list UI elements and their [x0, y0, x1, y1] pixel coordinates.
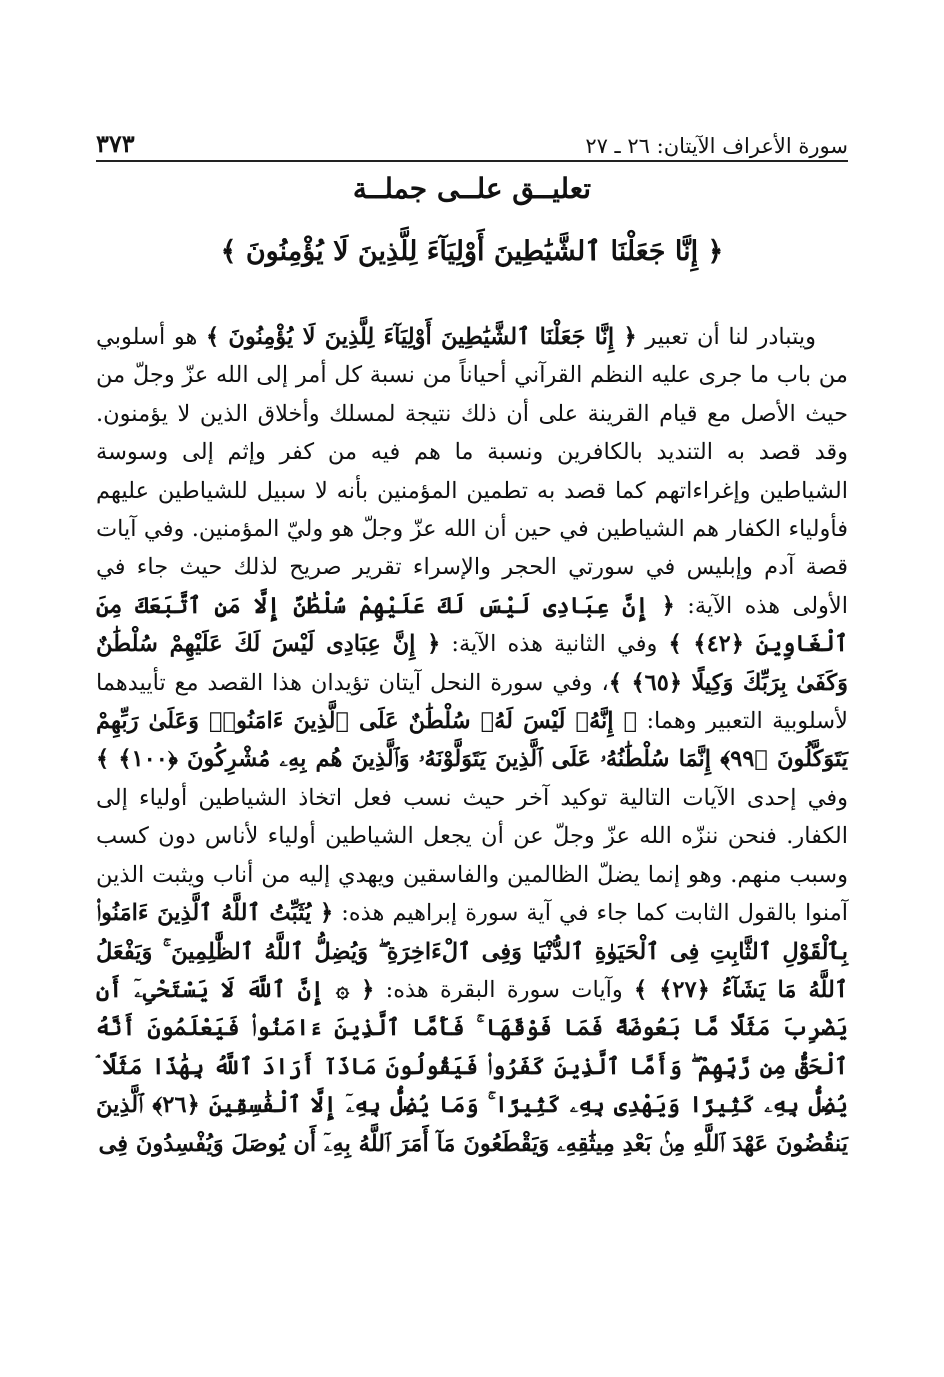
running-title: سورة الأعراف الآيتان: ٢٦ ـ ٢٧ [585, 134, 848, 158]
quran-quote: ﴿ إِنَّ عِبَادِى لَيْسَ لَكَ عَلَيْهِمْ سُلْطَٰنٌ إِلَّا مَنِ ٱتَّبَعَكَ مِنَ ٱلْغَاوِينَ ﴿٤٢﴾ ﴾ [96, 592, 849, 658]
body-text [96, 318, 848, 1163]
paragraph [96, 318, 848, 1163]
header-rule [96, 160, 848, 162]
page-number: ٣٧٣ [96, 129, 135, 158]
quran-quote: ﴿ إِنَّا جَعَلْنَا ٱلشَّيَٰطِينَ أَوْلِيَآءَ لِلَّذِينَ لَا يُؤْمِنُونَ ﴾ [205, 324, 637, 350]
section-heading: تعليــق علــى جملــة [352, 172, 592, 205]
text-run: هو أسلوبي من باب ما جرى عليه النظم القرآني أحياناً من نسبة كل أمر إلى الله عزّ وجلّ من حيث الأصل مع قيام القرينة على أن ذلك نتيجة لمسلك وأخلاق الذين لا يؤمنون. وقد قصد به التنديد بالكافرين ونسبة ما هم فيه من كفر وإثم إلى وسوسة الشياطين وإغراءاتهم كما قصد به تطمين المؤمنين بأنه لا سبيل للشياطين عليهم فأولياء الكفار هم الشياطين في حين أن الله عزّ وجلّ هو وليّ المؤمنين. وفي آيات قصة آدم وإبليس في سورتي الحجر والإسراء تقرير صريح لذلك حيث جاء في الأولى هذه الآية: [96, 324, 849, 619]
text-run: ويتبادر لنا أن تعبير [645, 324, 816, 350]
quran-quote: ﴿ يُثَبِّتُ ٱللَّهُ ٱلَّذِينَ ءَامَنُوا۟ بِٱلْقَوْلِ ٱلثَّابِتِ فِى ٱلْحَيَوٰةِ ٱلدُّنْيَا وَفِى ٱلْءَاخِرَةِ ۖ وَيُضِلُّ ٱللَّهُ ٱلظَّٰلِمِينَ ۚ وَيَفْعَلُ ٱللَّهُ مَا يَشَآءُ ﴿٢٧﴾ ﴾ [96, 900, 848, 1003]
quran-quote: ﴿ إِنَّ عِبَادِى لَيْسَ لَكَ عَلَيْهِمْ سُلْطَٰنٌ وَكَفَىٰ بِرَبِّكَ وَكِيلًا ﴿٦٥﴾ ﴾ [96, 631, 849, 696]
text-run: وآيات سورة البقرة هذه: [385, 976, 623, 1003]
quran-quote: ﴿ ۞ إِنَّ ٱللَّهَ لَا يَسْتَحْىِۦٓ أَن يَضْرِبَ مَثَلًا مَّا بَعُوضَةً فَمَا فَوْقَهَا ۚ فَأَمَّا ٱلَّذِينَ ءَامَنُوا۟ فَيَعْلَمُونَ أَنَّهُ ٱلْحَقُّ مِن رَّبِّهِمْ ۖ وَأَمَّا ٱلَّذِينَ كَفَرُوا۟ فَيَقُولُونَ مَاذَآ أَرَادَ ٱللَّهُ بِهَٰذَا مَثَلًا ۘ يُضِلُّ بِهِۦ كَثِيرًا وَيَهْدِى بِهِۦ كَثِيرًا ۚ وَمَا يُضِلُّ بِهِۦٓ إِلَّا ٱلْفَٰسِقِينَ ﴿٢٦﴾ ٱلَّذِينَ يَنقُضُونَ عَهْدَ ٱللَّهِ مِنۢ بَعْدِ مِيثَٰقِهِۦ وَيَقْطَعُونَ مَآ أَمَرَ ٱللَّهُ بِهِۦٓ أَن يُوصَلَ وَيُفْسِدُونَ فِى [96, 976, 848, 1157]
page-header [96, 118, 848, 158]
verse-heading: ﴿ إِنَّا جَعَلْنَا ٱلشَّيَٰطِينَ أَوْلِيَآءَ لِلَّذِينَ لَا يُؤْمِنُونَ ﴾ [220, 236, 724, 267]
text-run: وفي الثانية هذه الآية: [451, 631, 658, 658]
text-run: وفي إحدى الآيات التالية توكيد آخر حيث نسب فعل اتخاذ الشياطين أولياء إلى الكفار. فنحن ننزّه الله عزّ وجلّ عن أن يجعل الشياطين أولياء لأناس دون كسب وسبب منهم. وهو إنما يضلّ الظالمين والفاسقين ويهدي إليه من أناب ويثبت الذين آمنوا بالقول الثابت كما جاء في آية سورة إبراهيم هذه: [96, 784, 848, 927]
text-run: ، وفي سورة النحل آيتان تؤيدان هذا القصد مع تأييدهما لأسلوبية التعبير وهما: [96, 669, 848, 735]
quran-quote: ﴿ إِنَّهُۥ لَيْسَ لَهُۥ سُلْطَٰنٌ عَلَى ٱلَّذِينَ ءَامَنُوا۟ وَعَلَىٰ رَبِّهِمْ يَتَوَكَّلُونَ ﴿٩٩﴾ إِنَّمَا سُلْطَٰنُهُۥ عَلَى ٱلَّذِينَ يَتَوَلَّوْنَهُۥ وَٱلَّذِينَ هُم بِهِۦ مُشْرِكُونَ ﴿١٠٠﴾ ﴾ [96, 708, 848, 773]
